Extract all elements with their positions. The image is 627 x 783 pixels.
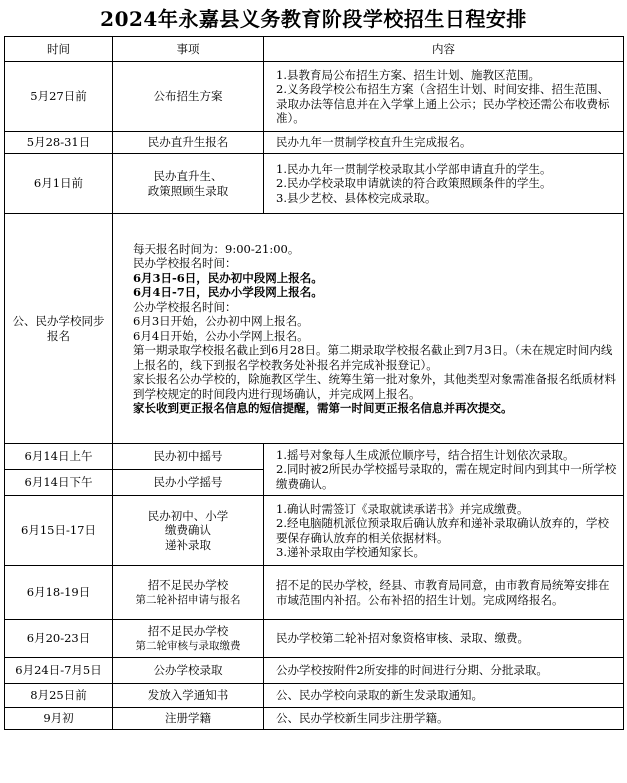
content-cell [264,684,624,708]
content-cell [264,132,624,154]
content-text: 1.摇号对象每人生成派位顺序号，结合招生计划依次录取。 [276,447,575,462]
content-cell [264,496,624,566]
item-text: 招不足民办学校 [147,578,229,592]
time-cell: 6月24日-7月5日 [5,658,113,684]
content-text: 2.同时被2所民办学校摇号录取的，需在规定时间内到其中一所学校缴费确认。 [276,462,617,491]
time-cell: 8月25日前 [5,684,113,708]
time-cell: 公、民办学校同步报名 [5,214,113,444]
content-text: 第一期录取学校报名截止到6月28日。第二期录取学校报名截止到7月3日。（未在规定时间内线上报名的，线下到报名学校教务处补报名并完成补报登记）。 [133,343,613,372]
table-row [5,132,624,154]
item-cell [113,684,264,708]
time-cell: 5月27日前 [5,62,113,132]
content-text: 家长收到更正报名信息的短信提醒，需第一时间更正报名信息并再次提交。 [133,401,513,415]
table-row [5,566,624,620]
time-cell: 5月28-31日 [5,132,113,154]
item-text: 第二轮审核与录取缴费 [135,639,241,652]
item-cell [113,470,264,496]
time-cell: 6月14日下午 [5,470,113,496]
content-text: 2.经电脑随机派位预录取后确认放弃和递补录取确认放弃的，学校要保存确认放弃的相关依据材料。 [276,516,609,545]
content-text: 2.民办学校录取申请就读的符合政策照顾条件的学生。 [276,176,552,191]
item-text: 民办初中、小学 [147,508,229,523]
content-cell [264,658,624,684]
page-title: 2024年永嘉县义务教育阶段学校招生日程安排 [100,7,527,31]
item-text: 发放入学通知书 [147,688,229,703]
content-cell [264,444,624,496]
table-row [5,684,624,708]
item-text: 递补录取 [165,537,211,552]
item-text: 民办直升生报名 [147,135,229,150]
time-cell: 6月14日上午 [5,444,113,470]
content-text: 每天报名时间为：9:00-21:00。 [133,241,300,256]
content-text: 民办九年一贯制学校直升生完成报名。 [276,135,472,150]
content-cell [113,214,624,444]
content-text: 公、民办学校向录取的新生发录取通知。 [276,688,483,703]
item-cell [113,566,264,620]
time-cell: 6月20-23日 [5,620,113,658]
schedule-table [4,36,624,730]
item-text: 公布招生方案 [153,89,223,104]
item-cell [113,496,264,566]
content-cell [264,154,624,214]
item-cell [113,132,264,154]
item-text: 民办小学摇号 [153,475,223,490]
content-text: 民办学校第二轮补招对象资格审核、录取、缴费。 [276,631,529,646]
content-cell [264,62,624,132]
item-text: 第二轮补招申请与报名 [135,593,241,606]
table-row [5,658,624,684]
item-text: 民办初中摇号 [153,449,223,464]
table-row [5,620,624,658]
content-cell [264,708,624,730]
table-row [5,214,624,444]
item-text: 缴费确认 [165,523,211,538]
content-text: 1.确认时需签订《录取就读承诺书》并完成缴费。 [276,501,529,516]
header-time: 时间 [5,37,113,62]
content-text: 6月3日-6日，民办初中段网上报名。 [133,270,323,285]
content-cell [264,566,624,620]
content-text: 2.义务段学校公布招生方案（含招生计划、时间安排、招生范围、录取办法等信息并在入学掌上通上公示；民办学校还需公布收费标准）。 [276,82,610,125]
content-text: 公、民办学校新生同步注册学籍。 [276,711,449,726]
item-text: 注册学籍 [165,711,211,726]
content-text: 招不足的民办学校，经县、市教育局同意，由市教育局统筹安排在市域范围内补招。公布补招的招生计划。完成网络报名。 [276,578,610,607]
table-row [5,62,624,132]
item-text: 公办学校录取 [153,663,223,678]
content-text: 1.民办九年一贯制学校录取其小学部申请直升的学生。 [276,161,552,176]
table-row [5,154,624,214]
item-text: 招不足民办学校 [147,624,229,638]
content-text: 6月3日开始，公办初中网上报名。 [133,314,309,328]
item-cell [113,658,264,684]
item-text: 政策照顾生录取 [147,183,229,198]
time-cell: 6月1日前 [5,154,113,214]
item-cell [113,620,264,658]
item-cell [113,708,264,730]
content-text: 1.县教育局公布招生方案、招生计划、施教区范围。 [276,67,540,82]
content-text: 6月4日开始，公办小学网上报名。 [133,328,309,343]
table-row [5,496,624,566]
time-cell: 6月15日-17日 [5,496,113,566]
table-row [5,444,624,470]
content-text: 民办学校报名时间： [133,256,237,270]
item-cell [113,444,264,470]
content-text: 公办学校按附件2所安排的时间进行分期、分批录取。 [276,663,548,678]
content-text: 6月4日-7日，民办小学段网上报名。 [133,285,323,299]
content-text: 公办学校报名时间： [133,299,237,314]
time-cell: 9月初 [5,708,113,730]
item-cell [113,62,264,132]
header-content: 内容 [264,37,624,62]
content-cell [264,620,624,658]
time-cell: 6月18-19日 [5,566,113,620]
table-row [5,708,624,730]
content-text: 3.县少艺校、县体校完成录取。 [276,190,437,205]
header-row [5,37,624,62]
item-cell [113,154,264,214]
content-text: 3.递补录取由学校通知家长。 [276,545,425,559]
content-text: 家长报名公办学校的，除施教区学生、统筹生第一批对象外，其他类型对象需准备报名纸质材料到学校规定的时间段内进行现场确认，并完成网上报名。 [133,372,616,401]
header-item: 事项 [113,37,264,62]
item-text: 民办直升生、 [153,169,223,183]
